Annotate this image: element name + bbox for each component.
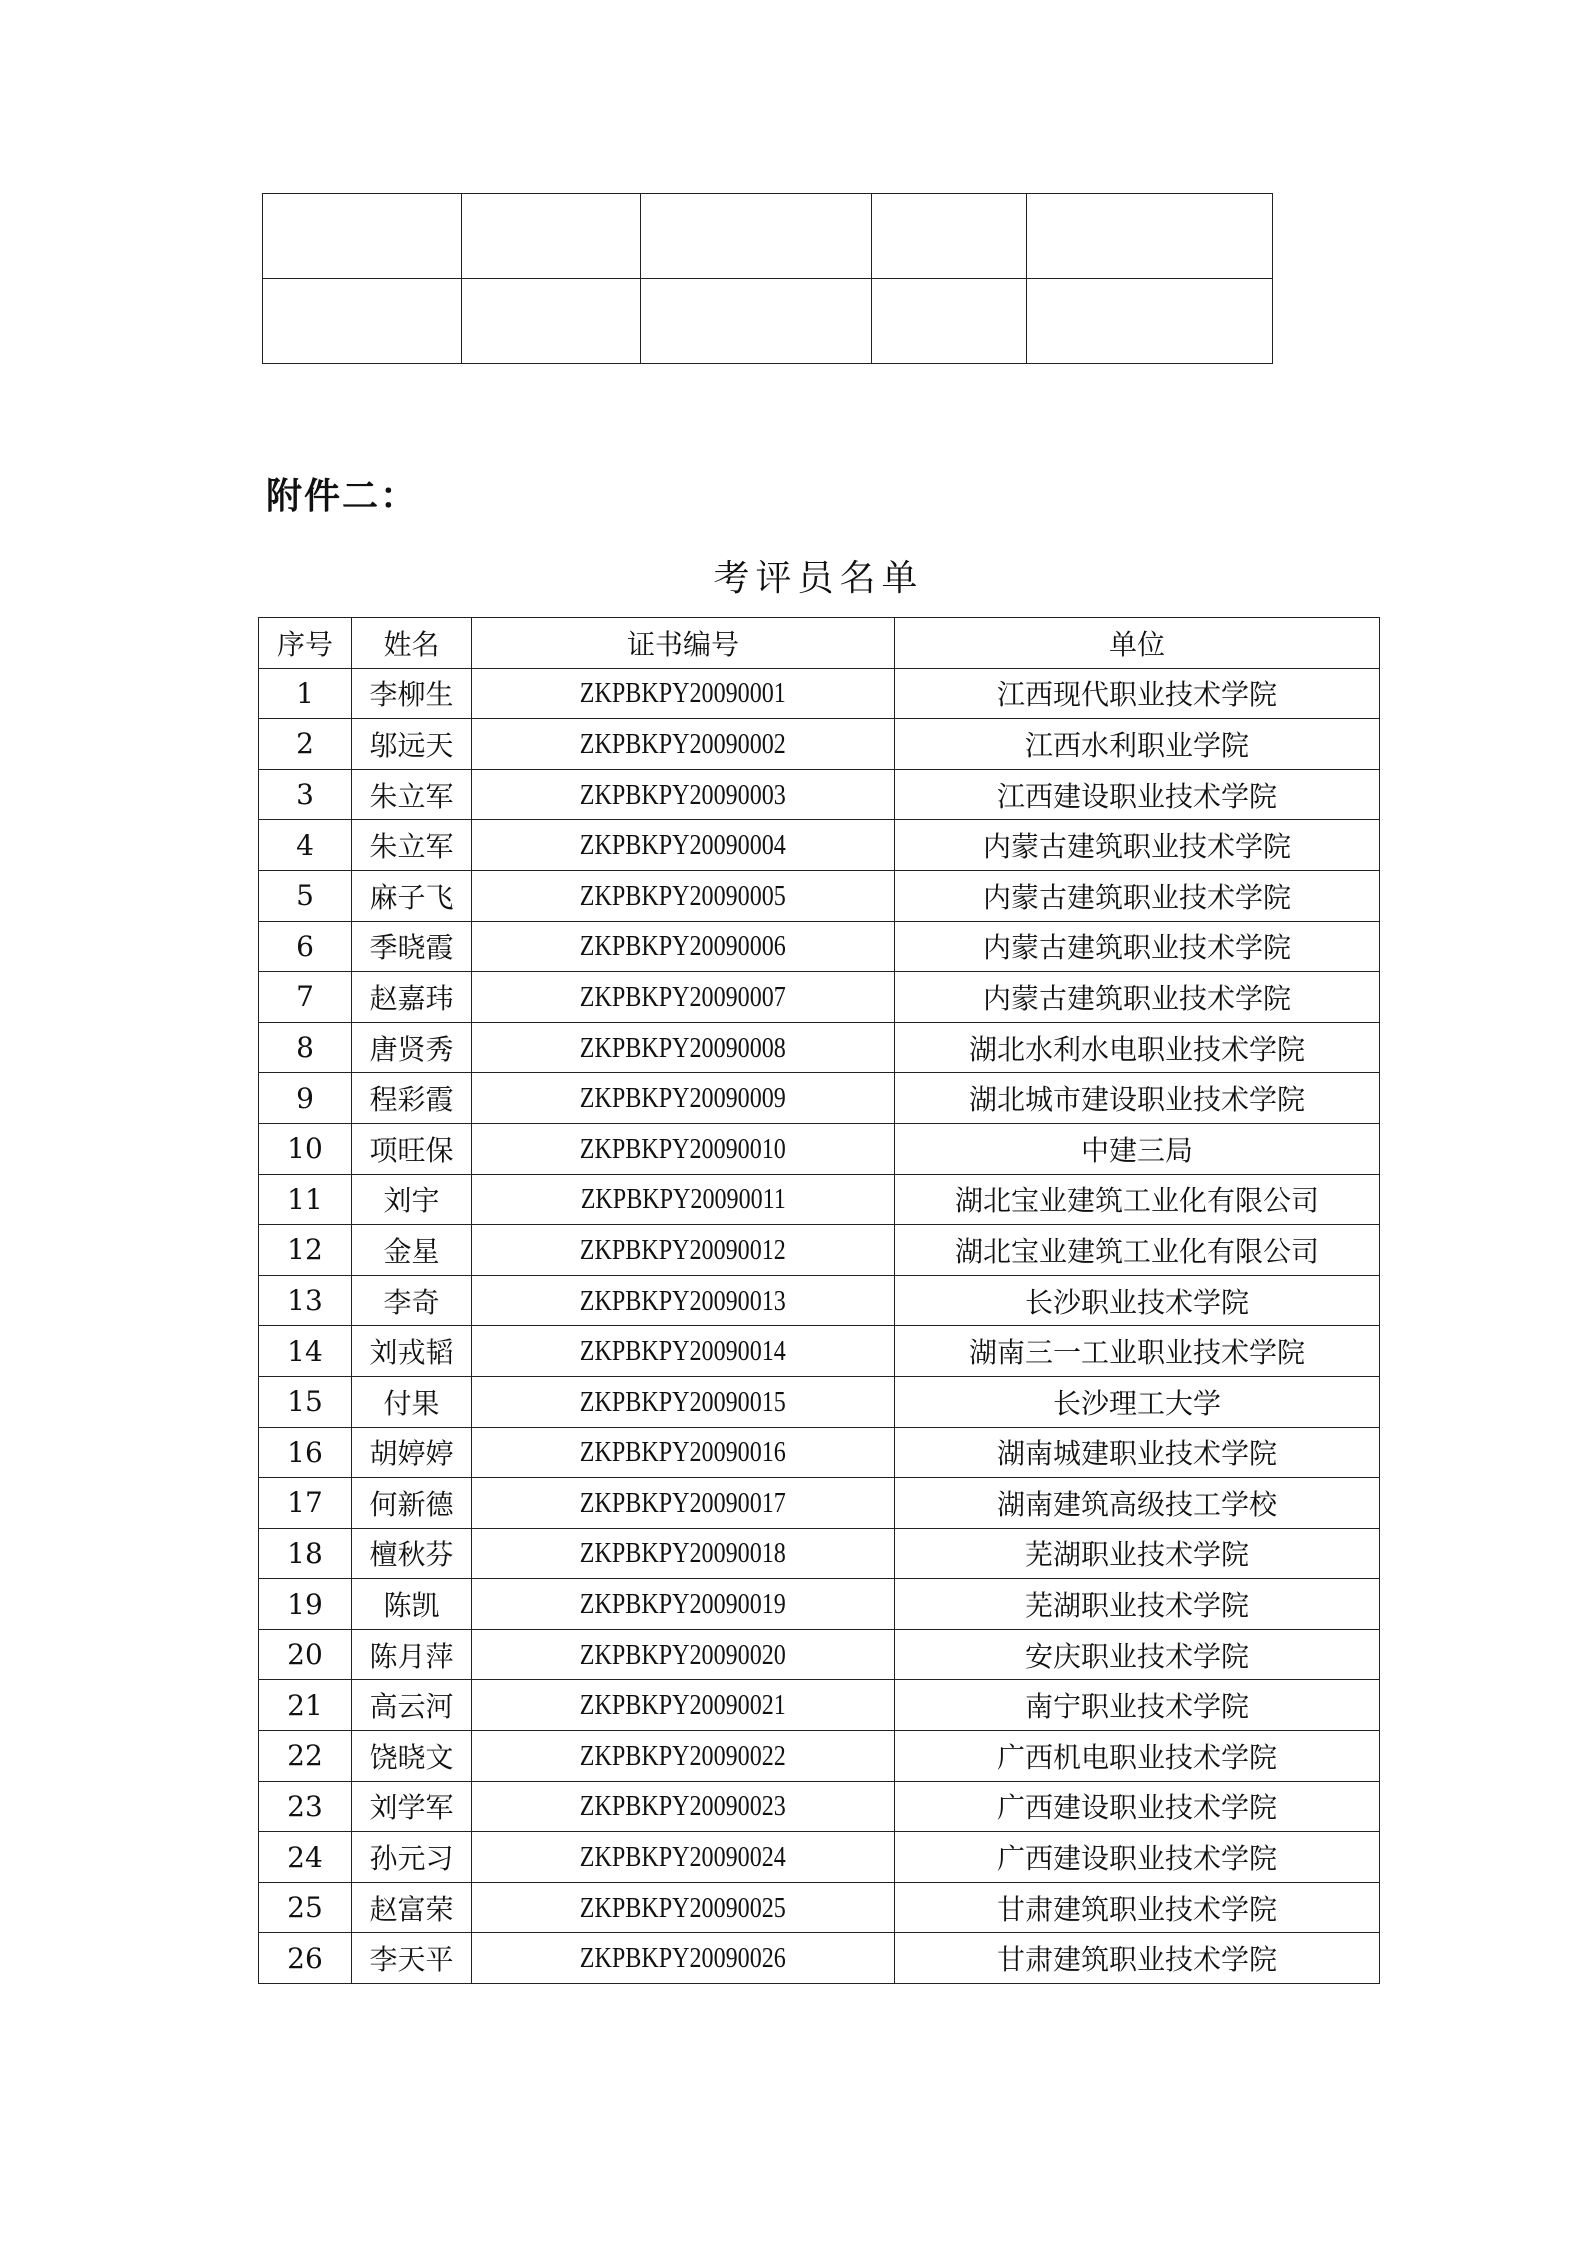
table-row (259, 1123, 1380, 1174)
cell-unit (895, 1225, 1380, 1276)
cell-name (352, 769, 472, 820)
cell-unit (895, 1275, 1380, 1326)
table-cell (641, 279, 872, 364)
cell-unit-text: 内蒙古建筑职业技术学院 (982, 931, 1291, 965)
table-row (259, 1731, 1380, 1782)
cell-cert-no-text: ZKPBKPY20090010 (579, 1133, 787, 1165)
cell-unit-text: 湖北宝业建筑工业化有限公司 (954, 1234, 1319, 1268)
cell-cert-no (472, 1629, 895, 1680)
cell-index (259, 1275, 352, 1326)
cell-index (259, 1225, 352, 1276)
cell-name (352, 921, 472, 972)
cell-unit-text: 广西机电职业技术学院 (996, 1740, 1277, 1774)
cell-unit (895, 1123, 1380, 1174)
cell-index-text: 7 (296, 980, 314, 1014)
cell-unit-text: 芜湖职业技术学院 (1024, 1589, 1249, 1623)
cell-cert-no-text: ZKPBKPY20090015 (579, 1386, 787, 1418)
cell-cert-no-text: ZKPBKPY20090002 (579, 728, 787, 760)
table-row (259, 1781, 1380, 1832)
cell-unit (895, 1376, 1380, 1427)
table-cell (263, 194, 462, 279)
cell-cert-no (472, 820, 895, 871)
cell-unit (895, 668, 1380, 719)
cell-index-text: 13 (287, 1284, 323, 1318)
cell-name-text: 陈凯 (383, 1589, 440, 1623)
cell-unit-text: 湖南建筑高级技工学校 (996, 1487, 1277, 1521)
cell-index-text: 26 (287, 1941, 323, 1975)
cell-name-text: 金星 (383, 1234, 440, 1268)
cell-index-text: 25 (287, 1891, 323, 1925)
cell-unit (895, 769, 1380, 820)
cell-unit-text: 内蒙古建筑职业技术学院 (982, 830, 1291, 864)
table-row (259, 1174, 1380, 1225)
cell-name (352, 1781, 472, 1832)
table-cell (263, 279, 462, 364)
table-row (259, 769, 1380, 820)
cell-cert-no (472, 668, 895, 719)
cell-index-text: 1 (296, 676, 314, 710)
cell-name (352, 972, 472, 1023)
table-row (259, 1933, 1380, 1984)
cell-cert-no (472, 972, 895, 1023)
table-row (259, 1376, 1380, 1427)
cell-unit (895, 1073, 1380, 1124)
cell-index-text: 9 (296, 1081, 314, 1115)
cell-index (259, 921, 352, 972)
cell-unit (895, 719, 1380, 770)
cell-unit-text: 内蒙古建筑职业技术学院 (982, 981, 1291, 1015)
cell-index-text: 17 (287, 1486, 323, 1520)
cell-name-text: 赵嘉玮 (369, 981, 454, 1015)
cell-cert-no (472, 1832, 895, 1883)
cell-cert-no (472, 1781, 895, 1832)
cell-index (259, 1781, 352, 1832)
cell-unit (895, 1832, 1380, 1883)
table-row (259, 1275, 1380, 1326)
cell-name (352, 1225, 472, 1276)
cell-cert-no (472, 1073, 895, 1124)
cell-cert-no (472, 1123, 895, 1174)
cell-unit-text: 江西水利职业学院 (1024, 728, 1249, 762)
cell-index-text: 3 (296, 778, 314, 812)
cell-index (259, 820, 352, 871)
cell-index (259, 972, 352, 1023)
cell-name-text: 刘学军 (369, 1791, 454, 1825)
cell-name (352, 1882, 472, 1933)
cell-name (352, 1933, 472, 1984)
cell-cert-no (472, 921, 895, 972)
table-row (259, 1882, 1380, 1933)
cell-unit (895, 1629, 1380, 1680)
header-name: 姓名 (352, 618, 472, 669)
cell-name-text: 饶晓文 (369, 1740, 454, 1774)
cell-unit (895, 1579, 1380, 1630)
examiner-roster-table (258, 617, 1380, 1984)
cell-index (259, 1174, 352, 1225)
cell-unit (895, 1326, 1380, 1377)
cell-index-text: 5 (296, 879, 314, 913)
cell-unit-text: 内蒙古建筑职业技术学院 (982, 880, 1291, 914)
cell-unit (895, 1882, 1380, 1933)
cell-index-text: 18 (287, 1536, 323, 1570)
cell-cert-no-text: ZKPBKPY20090004 (579, 830, 787, 862)
cell-unit (895, 1427, 1380, 1478)
cell-name (352, 1579, 472, 1630)
cell-index-text: 19 (287, 1587, 323, 1621)
cell-unit-text: 芜湖职业技术学院 (1024, 1538, 1249, 1572)
cell-name (352, 1427, 472, 1478)
cell-name (352, 1123, 472, 1174)
cell-cert-no (472, 1225, 895, 1276)
cell-unit-text: 湖南城建职业技术学院 (996, 1437, 1277, 1471)
header-cert-no: 证书编号 (472, 618, 895, 669)
cell-name-text: 朱立军 (369, 779, 454, 813)
cell-cert-no-text: ZKPBKPY20090006 (579, 931, 787, 963)
cell-cert-no-text: ZKPBKPY20090013 (579, 1285, 787, 1317)
table-row (259, 921, 1380, 972)
header-unit: 单位 (895, 618, 1380, 669)
cell-index (259, 1376, 352, 1427)
cell-cert-no-text: ZKPBKPY20090005 (579, 880, 787, 912)
table-row (259, 820, 1380, 871)
cell-index (259, 1832, 352, 1883)
cell-name (352, 1022, 472, 1073)
cell-name (352, 1832, 472, 1883)
cell-name (352, 820, 472, 871)
cell-unit (895, 1478, 1380, 1529)
cell-name-text: 赵富荣 (369, 1892, 454, 1926)
cell-name (352, 870, 472, 921)
cell-name-text: 付果 (383, 1386, 440, 1420)
cell-unit-text: 江西建设职业技术学院 (996, 779, 1277, 813)
cell-unit-text: 中建三局 (1080, 1133, 1193, 1167)
cell-name-text: 项旺保 (369, 1133, 454, 1167)
cell-name (352, 1528, 472, 1579)
cell-cert-no (472, 1933, 895, 1984)
table-cell (1027, 194, 1273, 279)
cell-index (259, 1073, 352, 1124)
cell-unit (895, 1174, 1380, 1225)
cell-name (352, 668, 472, 719)
cell-index-text: 21 (287, 1688, 323, 1722)
cell-cert-no-text: ZKPBKPY20090024 (579, 1842, 787, 1874)
cell-index-text: 2 (296, 727, 314, 761)
cell-cert-no-text: ZKPBKPY20090003 (579, 779, 787, 811)
cell-unit (895, 921, 1380, 972)
cell-cert-no (472, 1731, 895, 1782)
cell-name-text: 刘戎韬 (369, 1336, 454, 1370)
cell-cert-no-text: ZKPBKPY20090021 (579, 1690, 787, 1722)
cell-name-text: 胡婷婷 (369, 1437, 454, 1471)
cell-cert-no-text: ZKPBKPY20090001 (579, 678, 787, 710)
cell-name-text: 邬远天 (369, 728, 454, 762)
cell-unit (895, 1022, 1380, 1073)
cell-cert-no (472, 1882, 895, 1933)
cell-cert-no-text: ZKPBKPY20090026 (579, 1943, 787, 1975)
table-row (259, 1629, 1380, 1680)
cell-index (259, 1022, 352, 1073)
table-row (259, 1528, 1380, 1579)
cell-index (259, 1123, 352, 1174)
cell-unit (895, 1528, 1380, 1579)
cell-cert-no (472, 1528, 895, 1579)
cell-unit-text: 湖南三一工业职业技术学院 (968, 1336, 1305, 1370)
cell-name-text: 季晓霞 (369, 931, 454, 965)
cell-index (259, 1731, 352, 1782)
cell-name-text: 唐贤秀 (369, 1032, 454, 1066)
cell-index (259, 870, 352, 921)
table-cell (1027, 279, 1273, 364)
cell-unit (895, 1933, 1380, 1984)
cell-name (352, 1731, 472, 1782)
table-row (263, 194, 1273, 279)
cell-unit (895, 972, 1380, 1023)
table-cell (872, 194, 1027, 279)
cell-index-text: 4 (296, 828, 314, 862)
cell-unit (895, 870, 1380, 921)
cell-name (352, 1073, 472, 1124)
cell-index (259, 1528, 352, 1579)
cell-unit (895, 1680, 1380, 1731)
table-row (259, 719, 1380, 770)
cell-cert-no-text: ZKPBKPY20090012 (579, 1234, 787, 1266)
cell-cert-no-text: ZKPBKPY20090019 (579, 1589, 787, 1621)
cell-cert-no-text: ZKPBKPY20090011 (580, 1184, 786, 1216)
cell-cert-no-text: ZKPBKPY20090016 (579, 1437, 787, 1469)
cell-name-text: 刘宇 (383, 1184, 440, 1218)
cell-cert-no (472, 1174, 895, 1225)
table-row (259, 1427, 1380, 1478)
cell-index-text: 23 (287, 1789, 323, 1823)
cell-index (259, 668, 352, 719)
cell-name-text: 程彩霞 (369, 1083, 454, 1117)
table-row (259, 668, 1380, 719)
cell-index-text: 10 (287, 1132, 323, 1166)
cell-index-text: 16 (287, 1435, 323, 1469)
cell-name (352, 1275, 472, 1326)
cell-name (352, 1629, 472, 1680)
cell-unit-text: 广西建设职业技术学院 (996, 1842, 1277, 1876)
cell-unit-text: 长沙理工大学 (1052, 1386, 1221, 1420)
table-row (259, 1225, 1380, 1276)
cell-name (352, 1174, 472, 1225)
table-row (259, 972, 1380, 1023)
cell-index (259, 719, 352, 770)
cell-cert-no-text: ZKPBKPY20090009 (579, 1083, 787, 1115)
cell-name (352, 1478, 472, 1529)
cell-name (352, 1326, 472, 1377)
cell-name-text: 李天平 (369, 1943, 454, 1977)
cell-name (352, 1376, 472, 1427)
cell-cert-no (472, 870, 895, 921)
cell-unit (895, 1781, 1380, 1832)
page-title: 考评员名单 (713, 558, 924, 599)
cell-name-text: 高云河 (369, 1690, 454, 1724)
cell-cert-no (472, 1326, 895, 1377)
cell-cert-no-text: ZKPBKPY20090017 (579, 1487, 787, 1519)
header-index: 序号 (259, 618, 352, 669)
cell-index (259, 769, 352, 820)
cell-index (259, 1680, 352, 1731)
cell-name (352, 1680, 472, 1731)
cell-index (259, 1326, 352, 1377)
cell-cert-no-text: ZKPBKPY20090022 (579, 1740, 787, 1772)
cell-unit-text: 甘肃建筑职业技术学院 (996, 1892, 1277, 1926)
cell-index-text: 6 (296, 929, 314, 963)
cell-index-text: 12 (287, 1233, 323, 1267)
cell-cert-no (472, 1376, 895, 1427)
cell-cert-no-text: ZKPBKPY20090008 (579, 1032, 787, 1064)
cell-index (259, 1882, 352, 1933)
table-header-row (259, 618, 1380, 669)
cell-cert-no (472, 769, 895, 820)
cell-name-text: 孙元习 (369, 1842, 454, 1876)
cell-index (259, 1933, 352, 1984)
cell-index (259, 1427, 352, 1478)
cell-name-text: 檀秋芬 (369, 1538, 454, 1572)
cell-unit-text: 南宁职业技术学院 (1024, 1690, 1249, 1724)
table-cell (641, 194, 872, 279)
table-row (259, 1022, 1380, 1073)
cell-cert-no-text: ZKPBKPY20090023 (579, 1791, 787, 1823)
cell-unit-text: 湖北城市建设职业技术学院 (968, 1083, 1305, 1117)
cell-unit-text: 湖北水利水电职业技术学院 (968, 1032, 1305, 1066)
cell-unit-text: 安庆职业技术学院 (1024, 1639, 1249, 1673)
cell-cert-no (472, 719, 895, 770)
cell-index (259, 1579, 352, 1630)
previous-table-fragment (262, 193, 1273, 364)
cell-cert-no (472, 1478, 895, 1529)
cell-unit-text: 广西建设职业技术学院 (996, 1791, 1277, 1825)
cell-index-text: 14 (287, 1334, 323, 1368)
cell-unit (895, 820, 1380, 871)
table-row (259, 1832, 1380, 1883)
table-row (259, 1478, 1380, 1529)
table-cell (872, 279, 1027, 364)
cell-cert-no-text: ZKPBKPY20090020 (579, 1639, 787, 1671)
cell-cert-no-text: ZKPBKPY20090018 (579, 1538, 787, 1570)
cell-index-text: 24 (287, 1840, 323, 1874)
cell-cert-no-text: ZKPBKPY20090014 (579, 1336, 787, 1368)
table-cell (462, 279, 641, 364)
table-cell (462, 194, 641, 279)
cell-unit-text: 江西现代职业技术学院 (996, 678, 1277, 712)
cell-cert-no (472, 1275, 895, 1326)
cell-name-text: 李柳生 (369, 678, 454, 712)
annex-label: 附件二： (266, 476, 419, 517)
cell-unit (895, 1731, 1380, 1782)
table-row (259, 1680, 1380, 1731)
cell-name-text: 何新德 (369, 1487, 454, 1521)
cell-name-text: 朱立军 (369, 830, 454, 864)
table-row (259, 1326, 1380, 1377)
roster-body (259, 668, 1380, 1983)
cell-cert-no (472, 1579, 895, 1630)
cell-cert-no-text: ZKPBKPY20090007 (579, 981, 787, 1013)
cell-cert-no-text: ZKPBKPY20090025 (579, 1892, 787, 1924)
cell-name (352, 719, 472, 770)
cell-name-text: 李奇 (383, 1285, 440, 1319)
cell-unit-text: 长沙职业技术学院 (1024, 1285, 1249, 1319)
table-row (259, 1579, 1380, 1630)
cell-index (259, 1478, 352, 1529)
cell-cert-no (472, 1022, 895, 1073)
table-row (263, 279, 1273, 364)
cell-index (259, 1629, 352, 1680)
cell-index-text: 8 (296, 1031, 314, 1065)
cell-index-text: 20 (287, 1638, 323, 1672)
cell-cert-no (472, 1427, 895, 1478)
table-row (259, 870, 1380, 921)
cell-index-text: 11 (287, 1182, 323, 1216)
cell-cert-no (472, 1680, 895, 1731)
cell-name-text: 陈月萍 (369, 1639, 454, 1673)
cell-index-text: 15 (287, 1385, 323, 1419)
cell-unit-text: 甘肃建筑职业技术学院 (996, 1943, 1277, 1977)
table-row (259, 1073, 1380, 1124)
cell-name-text: 麻子飞 (369, 880, 454, 914)
cell-unit-text: 湖北宝业建筑工业化有限公司 (954, 1184, 1319, 1218)
cell-index-text: 22 (287, 1739, 323, 1773)
